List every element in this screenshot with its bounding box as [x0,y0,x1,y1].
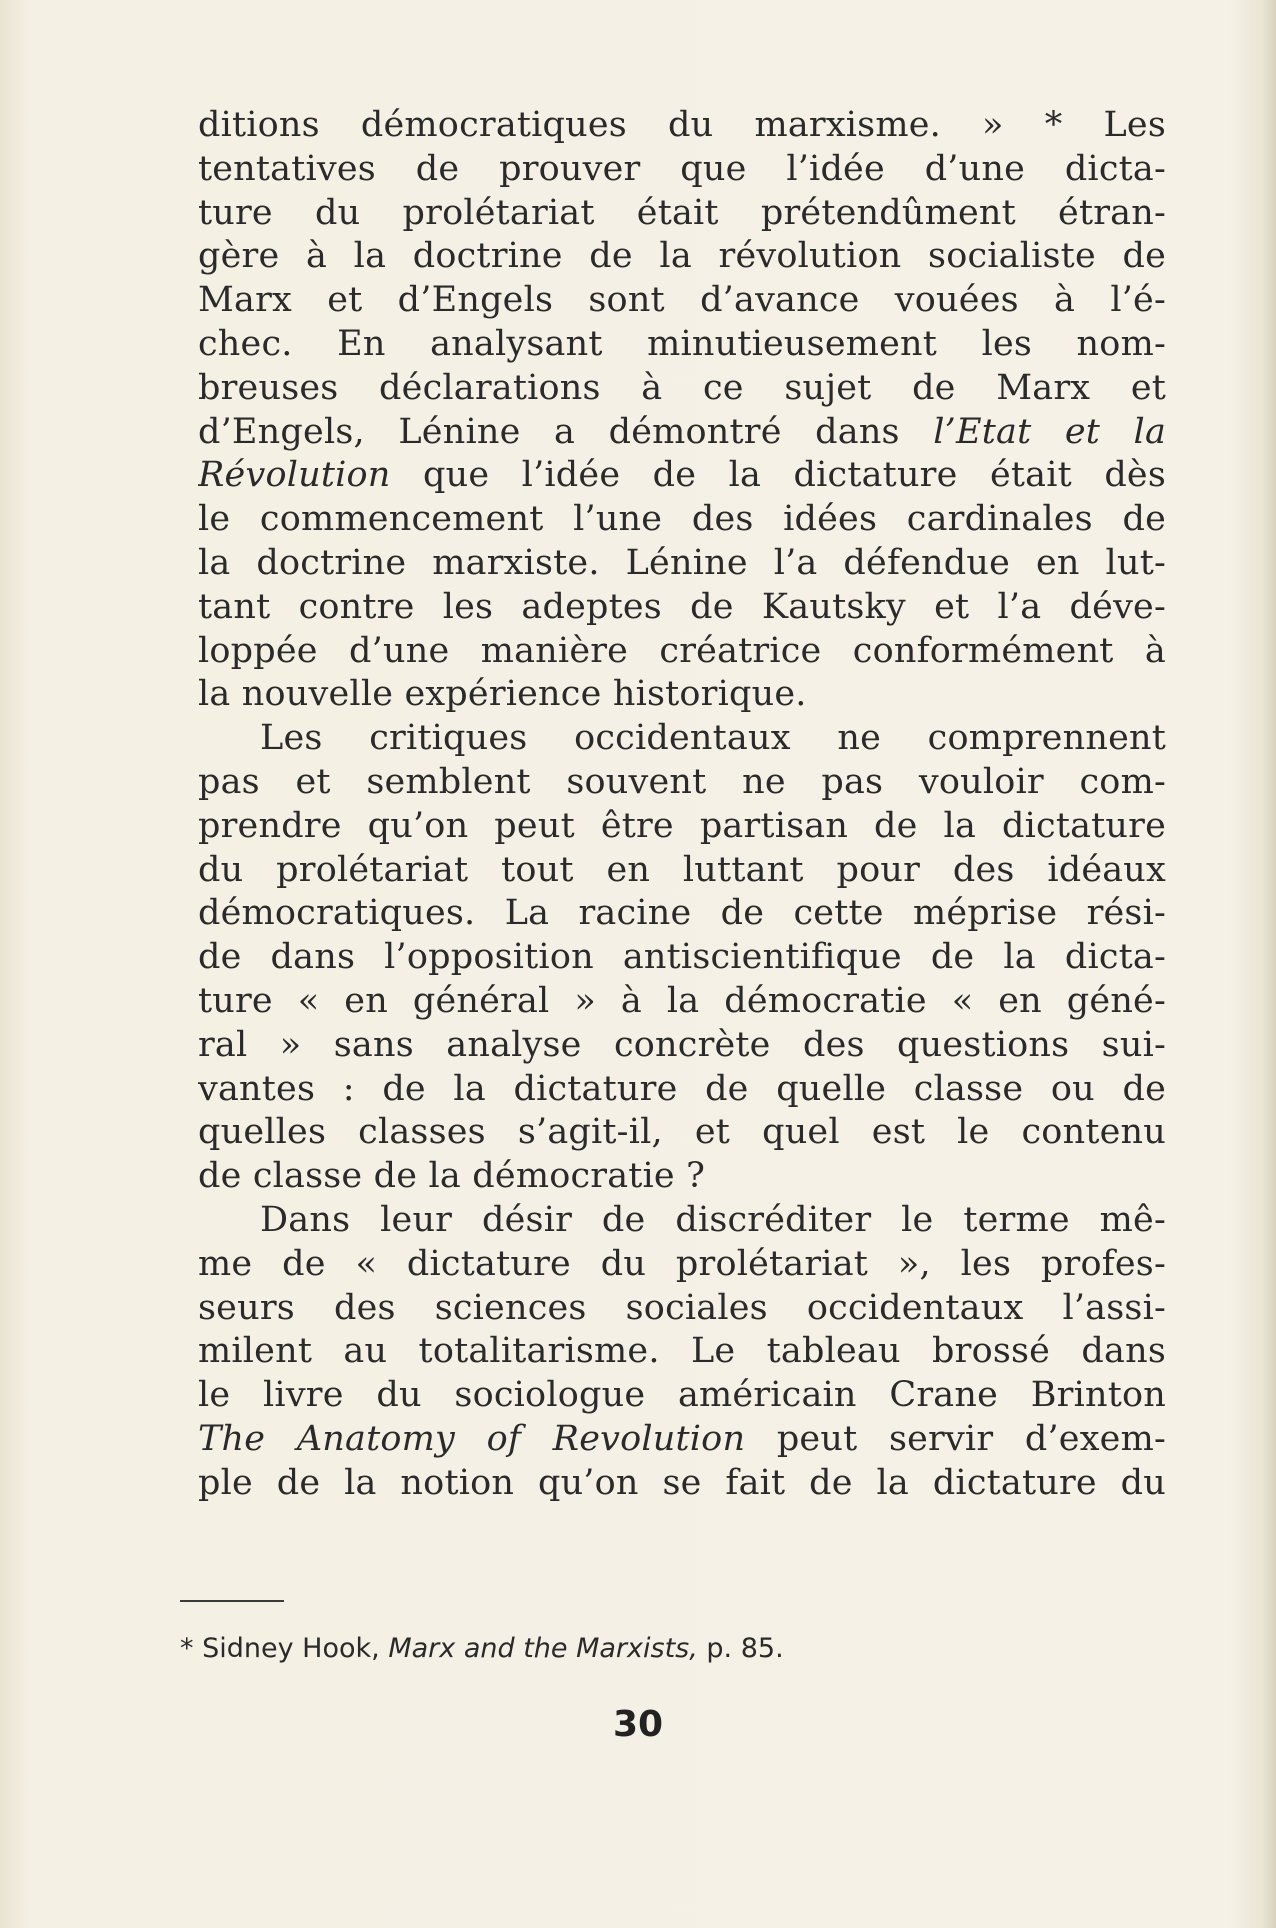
text-line: tant contre les adeptes de Kautsky et l’a déve- [198,586,1166,627]
text-line: ture du prolétariat était prétendûment étran- [198,192,1166,233]
text-line: de dans l’opposition antiscientifique de la dicta- [198,937,1166,978]
text-line: démocratiques. La racine de cette méprise rési- [198,893,1166,934]
text-line: ditions démocratiques du marxisme. » * Les [198,105,1166,145]
text-fragment: que l’idée de la dictature était dès [422,455,1166,496]
text-line: ple de la notion qu’on se fait de la dictature du [198,1462,1166,1503]
text-line: me de « dictature du prolétariat », les profes- [198,1243,1166,1284]
text-line: prendre qu’on peut être partisan de la dictature [198,805,1166,846]
page-edge [1262,0,1276,1928]
text-line: la nouvelle expérience historique. [198,674,807,715]
text-line [198,411,1166,455]
book-title-italic: Révolution [198,455,391,496]
footnote-page: p. 85. [706,1633,784,1664]
text-line: gère à la doctrine de la révolution socialiste de [198,236,1166,277]
text-line: le livre du sociologue américain Crane Brinton [198,1375,1166,1416]
text-line: breuses déclarations à ce sujet de Marx et [198,367,1166,408]
text-line: le commencement l’une des idées cardinales de [198,499,1166,540]
footnote-marker: * [180,1633,194,1664]
text-line: de classe de la démocratie ? [198,1156,706,1197]
text-fragment: d’Engels, Lénine a démontré dans [198,411,900,452]
text-line: ral » sans analyse concrète des questions sui- [198,1024,1166,1065]
text-line: pas et semblent souvent ne pas vouloir com- [198,761,1166,802]
book-title-italic: The Anatomy of Revolution [198,1418,746,1459]
body-text [198,104,1166,1506]
footnote [180,1632,1080,1666]
text-line: Marx et d’Engels sont d’avance vouées à l’é- [198,280,1166,321]
text-line: du prolétariat tout en luttant pour des idéaux [198,849,1166,890]
text-fragment: peut servir d’exem- [776,1418,1166,1459]
footnote-rule [180,1600,284,1602]
footnote-title: Marx and the Marxists, [388,1633,698,1664]
text-line: Dans leur désir de discréditer le terme mê- [260,1199,1166,1240]
text-line: ture « en général » à la démocratie « en géné- [198,980,1166,1021]
text-line: loppée d’une manière créatrice conformément à [198,630,1166,671]
page-number: 30 [612,1704,664,1745]
text-line: Les critiques occidentaux ne comprennent [260,718,1166,759]
text-line: la doctrine marxiste. Lénine l’a défendue en lut- [198,542,1166,583]
text-line: quelles classes s’agit-il, et quel est le contenu [198,1112,1166,1153]
text-line: chec. En analysant minutieusement les nom- [198,323,1166,364]
book-title-italic: l’Etat et la [933,411,1166,452]
text-line: tentatives de prouver que l’idée d’une dicta- [198,148,1166,189]
text-line: seurs des sciences sociales occidentaux l’assi- [198,1287,1166,1328]
text-line: milent au totalitarisme. Le tableau brossé dans [198,1331,1166,1372]
text-line: vantes : de la dictature de quelle classe ou de [198,1068,1166,1109]
footnote-author: Sidney Hook, [202,1633,380,1664]
text-line [198,454,1166,498]
text-line [198,1418,1166,1462]
